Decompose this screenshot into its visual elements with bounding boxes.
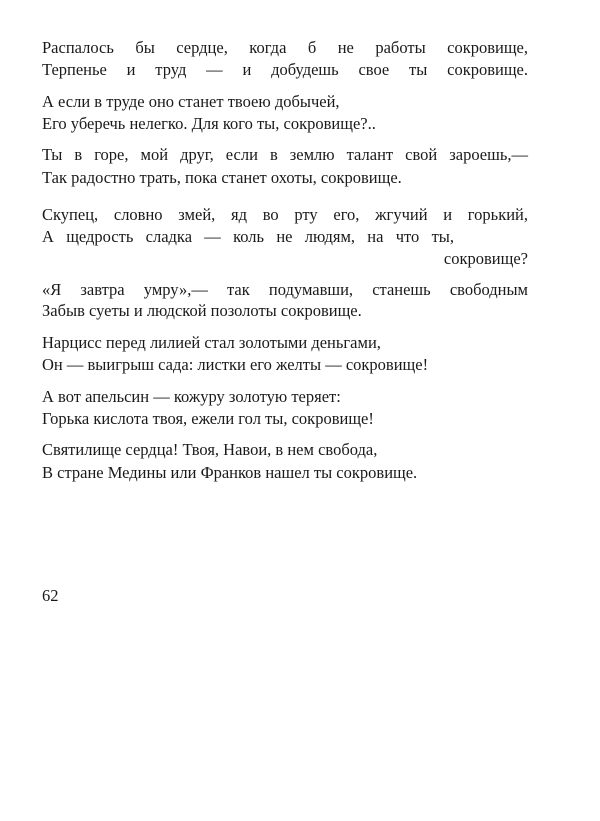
poem-line: Распалось бы сердце, когда б не работы сокровище, [42, 38, 528, 57]
poem-line: А щедрость сладка — коль не людям, на что ты, [42, 227, 454, 246]
poem-line: А если в труде оно станет твоею добычей, [42, 92, 340, 111]
page-number: 62 [42, 586, 59, 605]
poem-line: сокровище? [443, 249, 528, 268]
poem-line: «Я завтра умру»,— так подумавши, станешь свободным [42, 280, 528, 299]
poem-line: Скупец, словно змей, яд во рту его, жгучий и горький, [42, 205, 528, 224]
poem-line: Терпенье и труд — и добудешь свое ты сокровище. [42, 60, 528, 79]
poem-line: Так радостно трать, пока станет охоты, сокровище. [42, 168, 402, 187]
poem-line: Нарцисс перед лилией стал золотыми деньгами, [42, 333, 381, 352]
poem-line: Святилище сердца! Твоя, Навои, в нем свобода, [42, 440, 378, 459]
poem-line: Ты в горе, мой друг, если в землю талант свой зароешь,— [42, 145, 528, 164]
poem-line: Он — выигрыш сада: листки его желты — сокровище! [42, 355, 429, 374]
poem-line: Его уберечь нелегко. Для кого ты, сокровище?.. [42, 114, 376, 133]
poem-line: Горька кислота твоя, ежели гол ты, сокровище! [42, 409, 374, 428]
poem-line: В стране Медины или Франков нашел ты сокровище. [42, 463, 418, 482]
poem-line: Забыв суеты и людской позолоты сокровище. [42, 301, 362, 320]
poem-line: А вот апельсин — кожуру золотую теряет: [42, 387, 341, 406]
